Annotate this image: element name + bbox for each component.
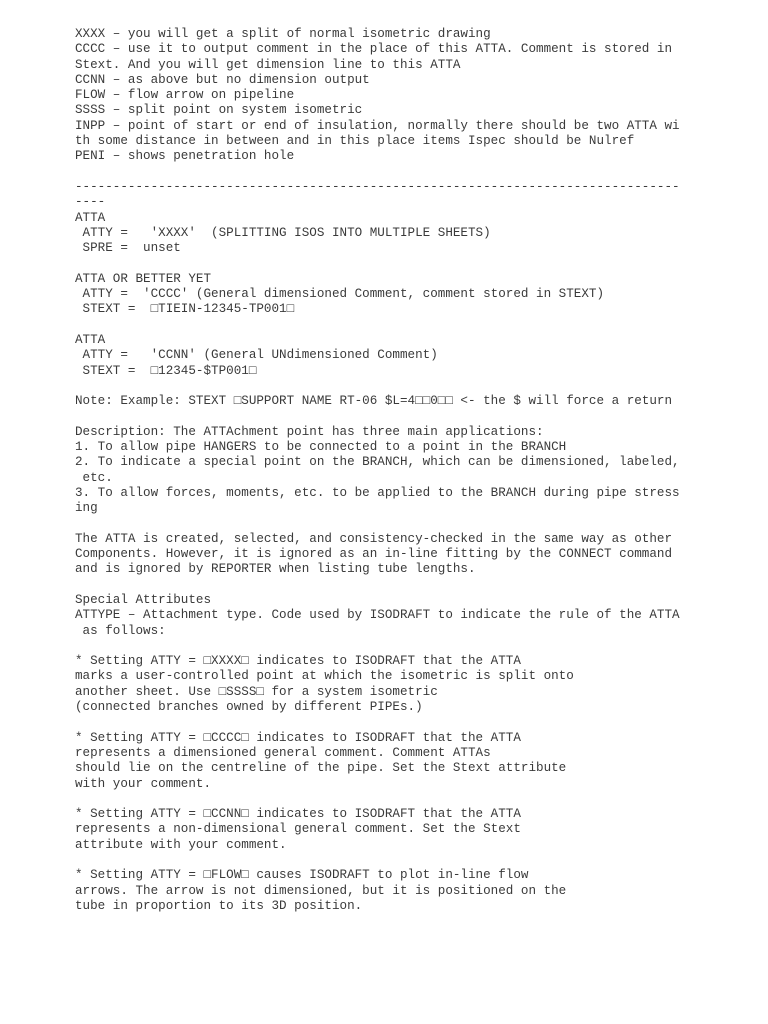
text-line: ATTY = 'XXXX' (SPLITTING ISOS INTO MULTIPLE SHEETS) — [75, 225, 491, 240]
text-line: arrows. The arrow is not dimensioned, but it is positioned on the — [75, 883, 567, 898]
text-line: The ATTA is created, selected, and consistency-checked in the same way as other — [75, 531, 673, 546]
text-line: th some distance in between and in this place items Ispec should be Nulref — [75, 134, 635, 149]
text-line: XXXX – you will get a split of normal isometric drawing — [75, 27, 491, 41]
text-line: and is ignored by REPORTER when listing tube lengths. — [75, 562, 476, 577]
text-line: represents a dimensioned general comment. Comment ATTAs — [75, 745, 491, 760]
text-line: ATTA — [75, 332, 106, 347]
text-line: 1. To allow pipe HANGERS to be connected to a point in the BRANCH — [75, 440, 567, 455]
text-line: * Setting ATTY = □FLOW□ causes ISODRAFT to plot in-line flow — [75, 868, 529, 883]
text-line: -------------------------------------------------------------------------------- — [75, 179, 680, 194]
text-line: ATTY = 'CCCC' (General dimensioned Comment, comment stored in STEXT) — [75, 287, 605, 302]
text-line: (connected branches owned by different PIPEs.) — [75, 700, 423, 715]
text-line: ---- — [75, 195, 106, 210]
text-line: STEXT = □12345-$TP001□ — [75, 363, 257, 378]
blank-line — [75, 792, 695, 807]
text-line: Components. However, it is ignored as an in-line fitting by the CONNECT command — [75, 547, 673, 562]
blank-line — [75, 715, 695, 730]
text-line: 2. To indicate a special point on the BRANCH, which can be dimensioned, labeled, — [75, 455, 680, 470]
text-line: SPRE = unset — [75, 241, 181, 256]
text-line: ing — [75, 501, 98, 516]
blank-line — [75, 409, 695, 424]
text-line: ATTY = 'CCNN' (General UNdimensioned Comment) — [75, 348, 438, 363]
text-line: FLOW – flow arrow on pipeline — [75, 88, 295, 103]
text-line: Description: The ATTAchment point has three main applications: — [75, 424, 544, 439]
text-line: represents a non-dimensional general comment. Set the Stext — [75, 822, 521, 837]
text-line: Note: Example: STEXT □SUPPORT NAME RT-06 $L=4□□0□□ <- the $ will force a return — [75, 394, 673, 409]
text-line: CCCC – use it to output comment in the place of this ATTA. Comment is stored in — [75, 42, 673, 57]
blank-line — [75, 853, 695, 868]
blank-line — [75, 517, 695, 532]
blank-line — [75, 318, 695, 333]
text-line: ATTYPE – Attachment type. Code used by ISODRAFT to indicate the rule of the ATTA — [75, 608, 680, 623]
text-line: ATTA — [75, 210, 106, 225]
blank-line — [75, 639, 695, 654]
text-line: should lie on the centreline of the pipe. Set the Stext attribute — [75, 761, 567, 776]
text-line: SSSS – split point on system isometric — [75, 103, 363, 118]
text-line: Special Attributes — [75, 592, 212, 607]
text-line: * Setting ATTY = □CCNN□ indicates to ISODRAFT that the ATTA — [75, 807, 521, 822]
text-line: Stext. And you will get dimension line to this ATTA — [75, 57, 461, 72]
blank-line — [75, 379, 695, 394]
text-line: with your comment. — [75, 776, 212, 791]
text-line: marks a user-controlled point at which the isometric is split onto — [75, 669, 574, 684]
text-line: 3. To allow forces, moments, etc. to be applied to the BRANCH during pipe stress — [75, 485, 680, 500]
text-line: PENI – shows penetration hole — [75, 149, 295, 164]
text-line: CCNN – as above but no dimension output — [75, 72, 370, 87]
text-line: etc. — [75, 470, 113, 485]
text-line: INPP – point of start or end of insulation, normally there should be two ATTA wi — [75, 118, 680, 133]
text-line: attribute with your comment. — [75, 837, 287, 852]
text-line: * Setting ATTY = □XXXX□ indicates to ISODRAFT that the ATTA — [75, 654, 521, 669]
text-line: another sheet. Use □SSSS□ for a system isometric — [75, 684, 438, 699]
blank-line — [75, 578, 695, 593]
blank-line — [75, 256, 695, 271]
document-body — [75, 27, 695, 914]
text-line: ATTA OR BETTER YET — [75, 271, 212, 286]
text-line: as follows: — [75, 623, 166, 638]
text-line: tube in proportion to its 3D position. — [75, 898, 363, 913]
text-line: STEXT = □TIEIN-12345-TP001□ — [75, 302, 295, 317]
blank-line — [75, 165, 695, 180]
text-line: * Setting ATTY = □CCCC□ indicates to ISODRAFT that the ATTA — [75, 730, 521, 745]
